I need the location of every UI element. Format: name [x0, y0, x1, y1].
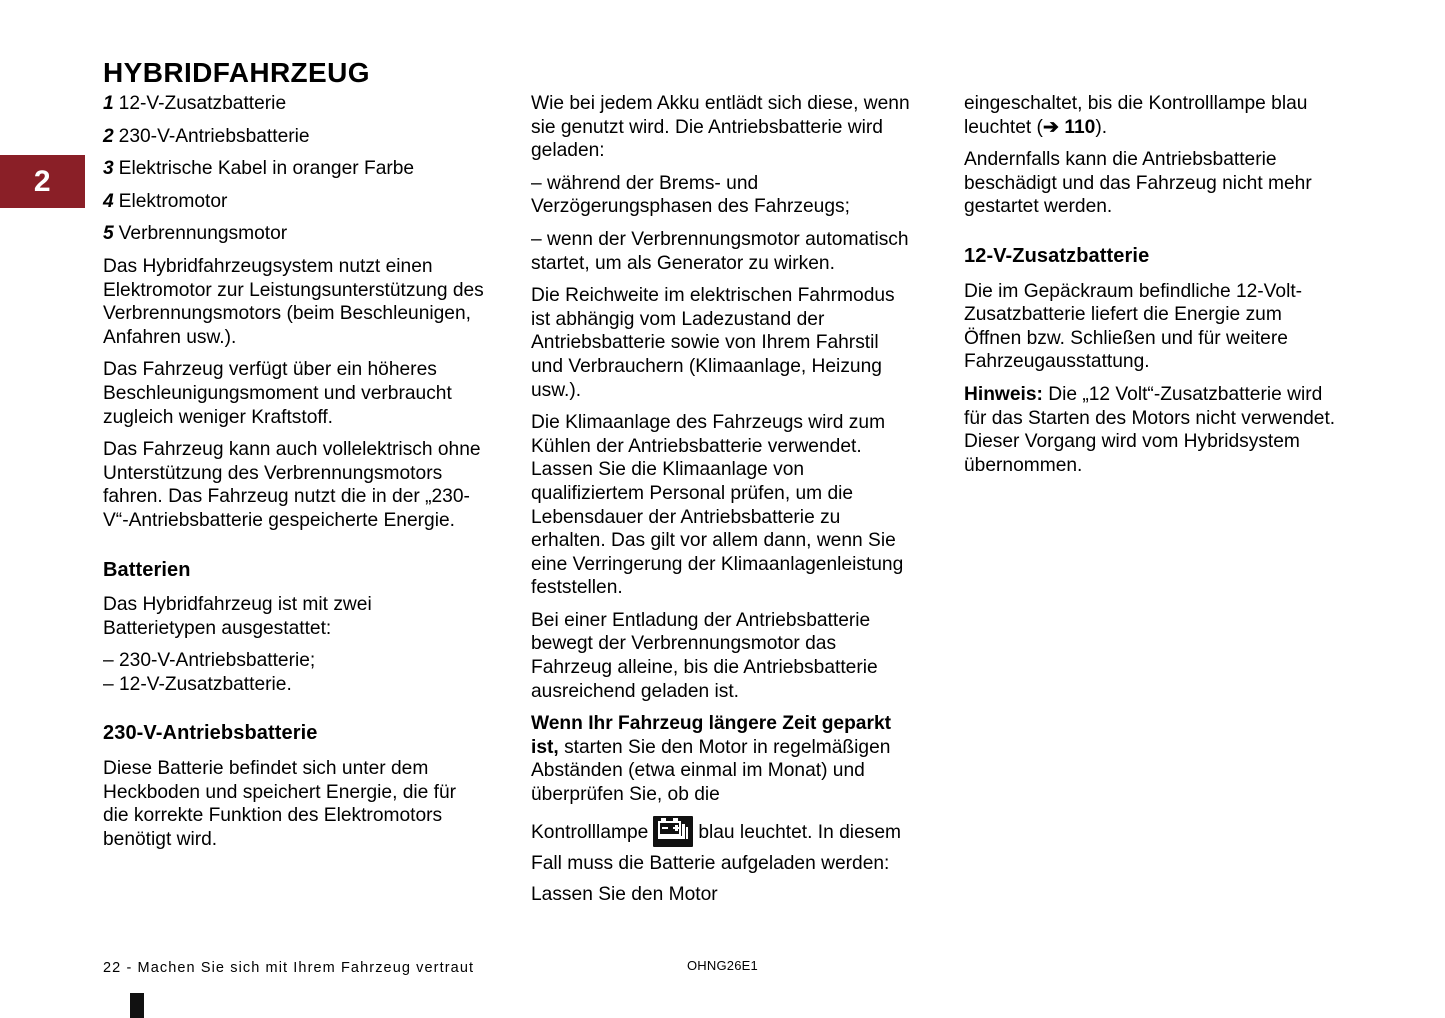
list-item-number: 1: [103, 93, 114, 114]
list-item-number: 3: [103, 158, 114, 180]
heading-12v-zusatzbatterie: 12-V-Zusatzbatterie: [964, 244, 1150, 267]
battery-warning-lamp-icon: [653, 816, 693, 847]
list-item: [103, 125, 485, 149]
battery-icon-terminal-right: [673, 818, 678, 821]
list-item: [103, 92, 485, 116]
footer-text: 22 - Machen Sie sich mit Ihrem Fahrzeug vertraut: [103, 960, 475, 976]
paragraph-12v-location: Die im Gepäckraum befindliche 12-Volt-Zusatzbatterie liefert die Energie zum Öffnen bzw. Schließen und für weitere Fahrzeugausstattung.: [964, 280, 1303, 373]
paragraph-long-parked-lead: Wenn Ihr Fahrzeug längere Zeit geparkt ist,: [531, 713, 892, 758]
page-reference-arrow-icon: ➔: [1042, 116, 1060, 138]
battery-icon-minus-sign: [662, 827, 668, 830]
paragraph-discharged-battery: Bei einer Entladung der Antriebsbatterie bewegt der Verbrennungsmotor das Fahrzeug alleine, bis die Antriebsbatterie ausreichend geladen ist.: [531, 609, 878, 702]
paragraph-two-battery-types: Das Hybridfahrzeug ist mit zwei Batterietypen ausgestattet:: [103, 594, 372, 639]
battery-icon-base: [658, 836, 685, 839]
heading-batterien: Batterien: [103, 558, 191, 581]
list-item-label: 12-V-Zusatzbatterie: [118, 93, 287, 114]
paragraph-warning-lamp-before: Kontrolllampe: [531, 821, 649, 843]
list-item: [103, 222, 485, 246]
dash-list-charging: [531, 172, 915, 275]
paragraph-acceleration: Das Fahrzeug verfügt über ein höheres Beschleunigungsmoment und verbraucht zugleich weniger Kraftstoff.: [103, 359, 452, 428]
list-item: [103, 190, 485, 214]
paragraph-air-conditioning: Die Klimaanlage des Fahrzeugs wird zum Kühlen der Antriebsbatterie verwendet. Lassen Sie die Klimaanlage von qualifiziertem Personal prüfen, um die Lebensdauer der Antriebsbatterie zu erhalten. Das gilt vor allem dann, wenn Sie eine Verringerung der Klimaanlagenleistung feststellen.: [531, 412, 904, 599]
list-item-label: 230-V-Antriebsbatterie: [118, 125, 310, 147]
paragraph-long-parked: [531, 712, 915, 806]
dash-list-item: – 12-V-Zusatzbatterie.: [103, 673, 292, 695]
page-reference-number: 110: [1064, 116, 1096, 138]
heading-230v-antriebsbatterie: 230-V-Antriebsbatterie: [103, 722, 318, 745]
paragraph-range: Die Reichweite im elektrischen Fahrmodus ist abhängig vom Ladezustand der Antriebsbatterie sowie von Ihrem Fahrstil und Verbrauchern (Klimaanlage, Heizung usw.).: [531, 285, 895, 401]
paragraph-electric-driving: Das Fahrzeug kann auch vollelektrisch ohne Unterstützung des Verbrennungsmotors fahren. Das Fahrzeug nutzt die in der „230-V“-Antriebsbatterie gespeicherte Energie.: [103, 439, 481, 531]
list-item-number: 2: [103, 125, 114, 147]
column-middle: [531, 92, 915, 919]
battery-icon-stack-line-2: [686, 827, 689, 839]
page-title: HYBRIDFAHRZEUG: [103, 56, 370, 88]
paragraph-discharge: Wie bei jedem Akku entlädt sich diese, wenn sie genutzt wird. Die Antriebsbatterie wird geladen:: [531, 93, 910, 162]
dash-list-item: – während der Brems- und Verzögerungsphasen des Fahrzeugs;: [531, 172, 850, 218]
column-right: [964, 92, 1336, 486]
paragraph-warning-lamp: [531, 816, 915, 910]
paragraph-hinweis-lead: Hinweis:: [964, 383, 1043, 405]
dash-list-item: – wenn der Verbrennungsmotor automatisch startet, um als Generator zu wirken.: [531, 228, 909, 274]
paragraph-230v-location: Diese Batterie befindet sich unter dem Heckboden und speichert Energie, die für die korrekte Funktion des Elektromotors benötigt wird.: [103, 758, 457, 850]
paragraph-otherwise-damage: Andernfalls kann die Antriebsbatterie beschädigt und das Fahrzeug nicht mehr gestartet werden.: [964, 149, 1312, 218]
paragraph-hinweis-rest: Die „12 Volt“-Zusatzbatterie wird für das Starten des Motors nicht verwendet. Dieser Vorgang wird vom Hybridsystem übernommen.: [964, 383, 1336, 476]
paragraph-switched-on-before: eingeschaltet, bis die Kontrolllampe blau leuchtet (: [964, 93, 1308, 138]
list-item-number: 5: [103, 223, 114, 245]
paragraph-switched-on: [964, 92, 1336, 139]
paragraph-hybrid-system: Das Hybridfahrzeugsystem nutzt einen Elektromotor zur Leistungsunterstützung des Verbrennungsmotors (beim Beschleunigen, Anfahren usw.).: [103, 255, 484, 348]
paragraph-long-parked-rest: starten Sie den Motor in regelmäßigen Abständen (etwa einmal im Monat) und überprüfen Sie, ob die: [531, 736, 891, 806]
dash-list-item: – 230-V-Antriebsbatterie;: [103, 650, 316, 672]
paragraph-switched-on-after: ).: [1095, 116, 1108, 138]
paragraph-warning-lamp-after: blau leuchtet. In diesem Fall muss die Batterie aufgeladen werden: Lassen Sie den Motor: [531, 821, 901, 905]
list-item-label: Elektrische Kabel in oranger Farbe: [118, 158, 415, 180]
list-item-label: Verbrennungsmotor: [118, 223, 288, 245]
list-item: [103, 157, 485, 181]
column-left: [103, 92, 485, 860]
list-item-number: 4: [103, 190, 114, 212]
battery-icon-terminal-left: [661, 818, 666, 821]
chapter-tab-number: 2: [33, 164, 52, 198]
dash-list: [103, 649, 485, 696]
page-registration-mark: [130, 993, 144, 1018]
battery-icon-plus-sign-v: [675, 825, 678, 832]
footer-document-code: OHNG26E1: [687, 958, 758, 973]
chapter-tab: [0, 155, 85, 208]
list-item-label: Elektromotor: [118, 190, 228, 212]
paragraph-hinweis: [964, 383, 1336, 477]
